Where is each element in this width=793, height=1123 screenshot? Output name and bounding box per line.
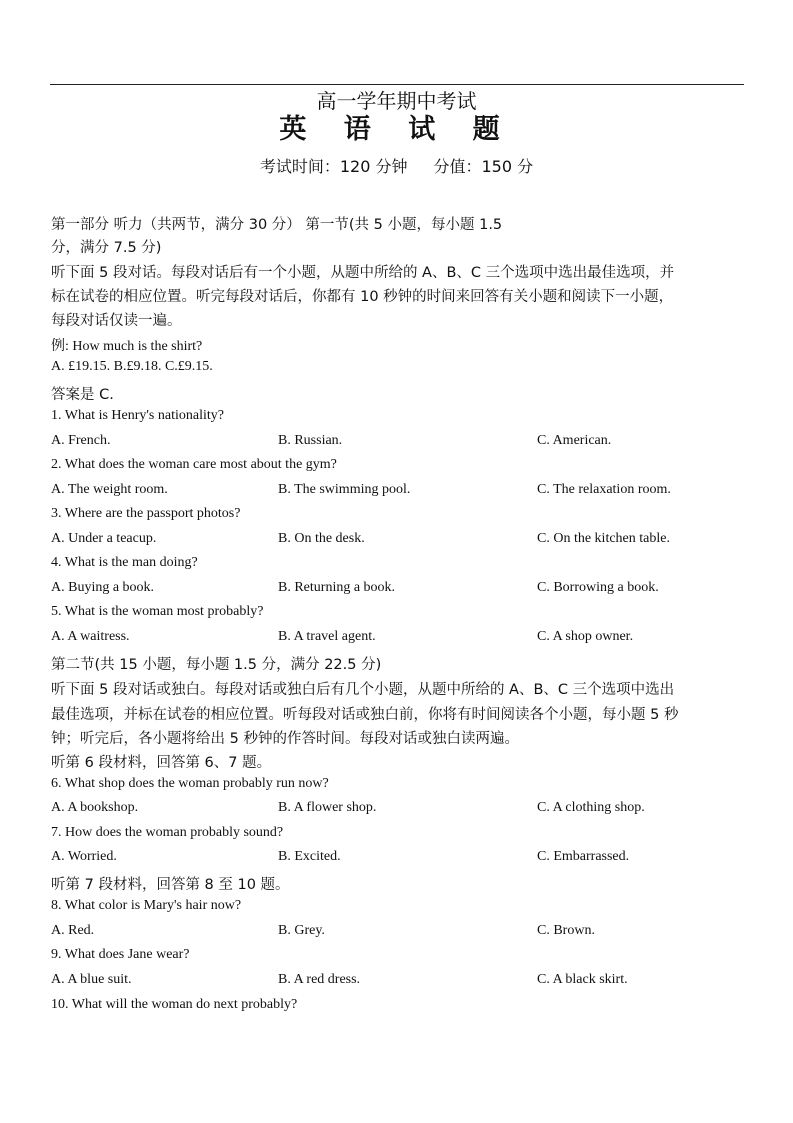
q6-option-c: C. A clothing shop.	[537, 800, 645, 815]
question-5: 5. What is the woman most probably?	[51, 604, 264, 619]
subject-title: 英 语 试 题	[279, 114, 514, 145]
q7-option-c: C. Embarrassed.	[537, 849, 630, 864]
part1-instructions-line1: 听下面 5 段对话。每段对话后有一个小题，从题中所给的 A、B、C 三个选项中选出最佳选项，并	[51, 265, 675, 281]
section2-instructions-line2: 最佳选项，并标在试卷的相应位置。听每段对话或独白前，你将有时间阅读各个小题，每小题 5 秒	[51, 707, 679, 723]
question-1: 1. What is Henry's nationality?	[51, 408, 224, 423]
q3-option-c: C. On the kitchen table.	[537, 531, 670, 546]
q8-option-a: A. Red.	[51, 923, 95, 938]
q2-option-a: A. The weight room.	[51, 482, 168, 497]
exam-meta	[0, 155, 793, 179]
part1-instructions-line3: 每段对话仅读一遍。	[51, 313, 182, 329]
question-8: 8. What color is Mary's hair now?	[51, 898, 242, 913]
question-4: 4. What is the man doing?	[51, 555, 198, 570]
q6-option-a: A. A bookshop.	[51, 800, 139, 815]
section2-instructions-line1: 听下面 5 段对话或独白。每段对话或独白后有几个小题，从题中所给的 A、B、C 三个选项中选出	[51, 682, 675, 698]
q4-option-c: C. Borrowing a book.	[537, 580, 659, 595]
header-rule	[50, 84, 744, 85]
part1-instructions-line2: 标在试卷的相应位置。听完每段对话后，你都有 10 秒钟的时间来回答有关小题和阅读下一小题，	[51, 289, 674, 305]
part1-heading-line1: 第一部分 听力（共两节，满分 30 分） 第一节(共 5 小题，每小题 1.5	[51, 217, 503, 233]
q2-option-b: B. The swimming pool.	[278, 482, 411, 497]
q5-option-a: A. A waitress.	[51, 629, 130, 644]
q4-option-a: A. Buying a book.	[51, 580, 155, 595]
q9-option-b: B. A red dress.	[278, 972, 361, 987]
q2-option-c: C. The relaxation room.	[537, 482, 671, 497]
total-score: 分值：150 分	[433, 157, 534, 176]
question-2: 2. What does the woman care most about the gym?	[51, 457, 337, 472]
question-7: 7. How does the woman probably sound?	[51, 825, 284, 840]
q5-option-b: B. A travel agent.	[278, 629, 376, 644]
q8-option-c: C. Brown.	[537, 923, 595, 938]
time-limit: 考试时间：120 分钟	[259, 157, 408, 176]
question-6: 6. What shop does the woman probably run now?	[51, 776, 329, 791]
q3-option-a: A. Under a teacup.	[51, 531, 157, 546]
q7-option-b: B. Excited.	[278, 849, 341, 864]
question-3: 3. Where are the passport photos?	[51, 506, 241, 521]
q6-option-b: B. A flower shop.	[278, 800, 377, 815]
q3-option-b: B. On the desk.	[278, 531, 365, 546]
example-question: 例: How much is the shirt?	[51, 339, 203, 354]
question-9: 9. What does Jane wear?	[51, 947, 190, 962]
example-answer: 答案是 C.	[51, 387, 114, 403]
q8-option-b: B. Grey.	[278, 923, 325, 938]
q1-option-b: B. Russian.	[278, 433, 343, 448]
q1-option-c: C. American.	[537, 433, 612, 448]
material-6-intro: 听第 6 段材料，回答第 6、7 题。	[51, 755, 272, 771]
q9-option-c: C. A black skirt.	[537, 972, 628, 987]
q5-option-c: C. A shop owner.	[537, 629, 634, 644]
q1-option-a: A. French.	[51, 433, 111, 448]
exam-title: 高一学年期中考试	[316, 89, 477, 113]
q9-option-a: A. A blue suit.	[51, 972, 132, 987]
section2-heading: 第二节(共 15 小题，每小题 1.5 分，满分 22.5 分)	[51, 657, 382, 673]
q7-option-a: A. Worried.	[51, 849, 117, 864]
material-7-intro: 听第 7 段材料，回答第 8 至 10 题。	[51, 877, 290, 893]
question-10: 10. What will the woman do next probably?	[51, 997, 298, 1012]
example-options: A. £19.15. B.£9.18. C.£9.15.	[51, 359, 213, 374]
section2-instructions-line3: 钟；听完后，各小题将给出 5 秒钟的作答时间。每段对话或独白读两遍。	[51, 731, 519, 747]
part1-heading-line2: 分，满分 7.5 分)	[51, 240, 162, 256]
q4-option-b: B. Returning a book.	[278, 580, 396, 595]
